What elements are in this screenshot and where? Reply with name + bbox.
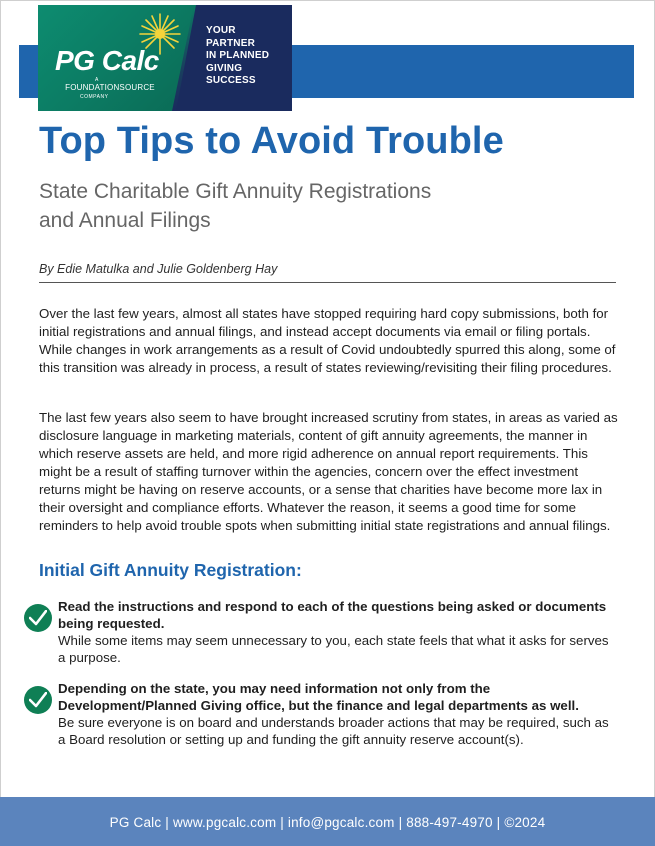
tip-text <box>58 598 618 666</box>
tip-text <box>58 680 618 748</box>
footer-contact: PG Calc | www.pgcalc.com | info@pgcalc.com | 888-497-4970 | ©2024 <box>109 815 546 830</box>
intro-paragraph-1: Over the last few years, almost all states have stopped requiring hard copy submissions, both for initial registrations and annual filings, and instead accept documents via email or filing portals. While changes in work arrangements as a result of Covid undoubtedly spurred this along, some of this transition was already in process, a result of states reviewing/revisiting their filing procedures. <box>39 306 616 375</box>
tagline-line: GIVING <box>206 62 243 74</box>
subtitle-line-2: and Annual Filings <box>39 209 211 232</box>
checkmark-icon <box>24 604 52 632</box>
tip-body: Be sure everyone is on board and understands broader actions that may be required, such as a Board resolution or setting up and funding the gift annuity reserve account(s). <box>58 715 609 747</box>
tagline <box>206 25 296 88</box>
logo <box>38 5 292 111</box>
tagline-line: SUCCESS <box>206 75 256 86</box>
document-title: Top Tips to Avoid Trouble <box>39 120 504 162</box>
tagline-line: IN PLANNED <box>206 50 270 61</box>
section-heading: Initial Gift Annuity Registration: <box>39 560 302 580</box>
tagline-line: YOUR <box>206 25 236 36</box>
byline: By Edie Matulka and Julie Goldenberg Hay <box>39 262 278 276</box>
footer <box>0 797 655 846</box>
brand-name: PG Calc <box>55 45 159 76</box>
tip-body: While some items may seem unnecessary to you, each state feels that what it asks for serves a purpose. <box>58 633 609 665</box>
subtitle-line-1: State Charitable Gift Annuity Registrations <box>39 180 432 203</box>
brand-sub-foundation: FOUNDATIONSOURCE <box>65 83 155 92</box>
tip-heading: Depending on the state, you may need information not only from the Development/Planned Giving office, but the finance and legal departments as well. <box>58 681 579 713</box>
brand-sub-company: COMPANY <box>80 94 109 100</box>
byline-divider <box>39 282 616 283</box>
document-subtitle <box>39 177 559 235</box>
intro-paragraph-2: The last few years also seem to have brought increased scrutiny from states, in areas as varied as disclosure language in marketing materials, content of gift annuity agreements, the manner in which reserve assets are held, and more rigid adherence on annual report requirements. This might be a result of staffing turnover within the agencies, concern over the effect investment returns might be having on reserve accounts, or a sense that charities have become more lax in their oversight and compliance efforts. Whatever the reason, it seems a good time for some reminders to help avoid trouble spots when submitting initial state registrations and annual filings. <box>39 410 618 533</box>
tip-heading: Read the instructions and respond to each of the questions being asked or documents being requested. <box>58 599 607 631</box>
brand-sub-a: A <box>95 77 99 83</box>
tagline-line: PARTNER <box>206 37 255 49</box>
checkmark-icon <box>24 686 52 714</box>
